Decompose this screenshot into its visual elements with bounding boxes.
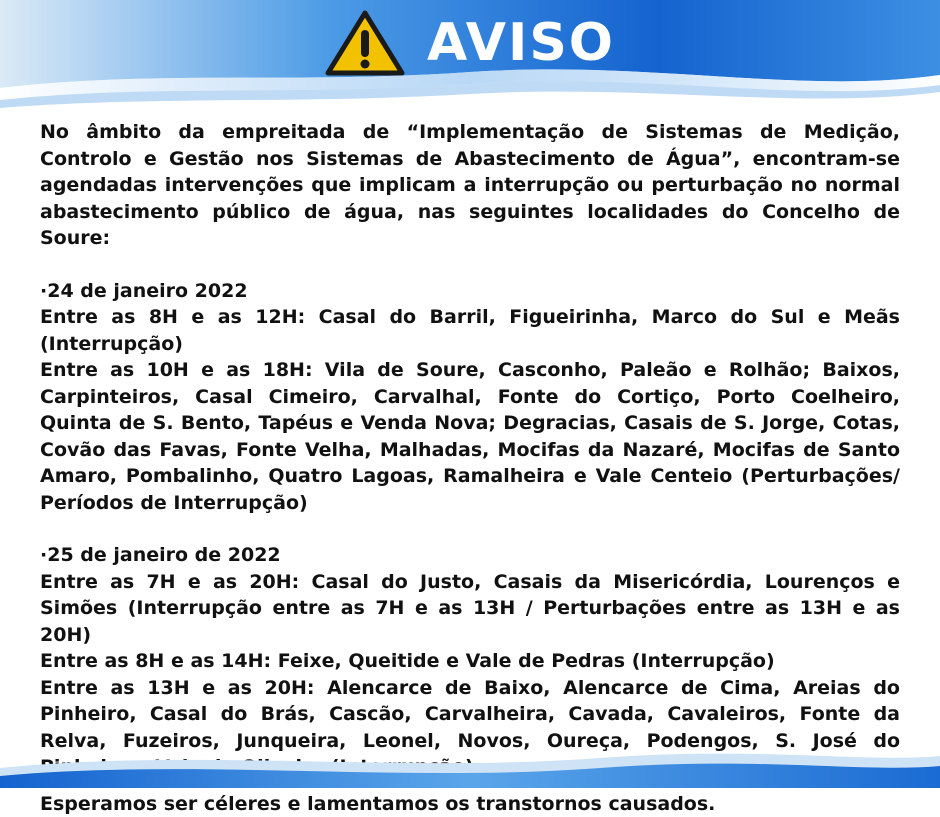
- day1-date: ·24 de janeiro 2022: [40, 278, 900, 305]
- day2-entry: Entre as 13H e as 20H: Alencarce de Baixo, Alencarce de Cima, Areias do Pinheiro, Casal do Brás, Cascão, Carvalheira, Cavada, Cavaleiros, Fonte da Relva, Fuzeiros, Junqueira, Leonel, Novos, Oureça, Podengos, S. José do: [40, 675, 900, 781]
- header: [0, 8, 940, 78]
- notice-body: [40, 119, 900, 817]
- day2-entry: Entre as 8H e as 14H: Feixe, Queitide e Vale de Pedras (Interrupção): [40, 648, 900, 675]
- page-title: AVISO: [427, 13, 615, 73]
- day2-date: ·25 de janeiro de 2022: [40, 542, 900, 569]
- footer-wave-band: [0, 728, 940, 788]
- day1-entry: Entre as 8H e as 12H: Casal do Barril, Figueirinha, Marco do Sul e Meãs (Interrupção): [40, 304, 900, 357]
- day2-entry: Entre as 7H e as 20H: Casal do Justo, Casais da Misericórdia, Lourenços e Simões (Interrupção entre as 7H e as 13H / Perturbações entre as 13H e as 20H): [40, 569, 900, 649]
- closing-line: Esperamos ser céleres e lamentamos os transtornos causados.: [40, 791, 900, 817]
- day1-entry: Entre as 10H e as 18H: Vila de Soure, Casconho, Paleão e Rolhão; Baixos, Carpinteiros, Casal Cimeiro, Carvalhal, Fonte do Cortiço, Porto Coelheiro, Quinta de S. Bento, Tapéus e Venda Nova; Degracias, Casais de S. Jorge, Cotas, Covão das Favas, Fonte Velha, Malhadas, Mocifas da Nazaré, Mocifas de Santo Amaro, Pombalinho, Quatro Lagoas, Ramalheira e Vale Centeio (Perturbações/ Períodos de Interrupção): [40, 357, 900, 516]
- intro-paragraph: No âmbito da empreitada de “Implementação de Sistemas de Medição, Controlo e Gestão nos Sistemas de Abastecimento de Água”, encontram-se agendadas intervenções que implicam a interrupção ou perturbação no normal abastecimento público de água, nas seguintes localidades do Concelho de Soure:: [40, 119, 900, 252]
- warning-icon: [325, 10, 405, 76]
